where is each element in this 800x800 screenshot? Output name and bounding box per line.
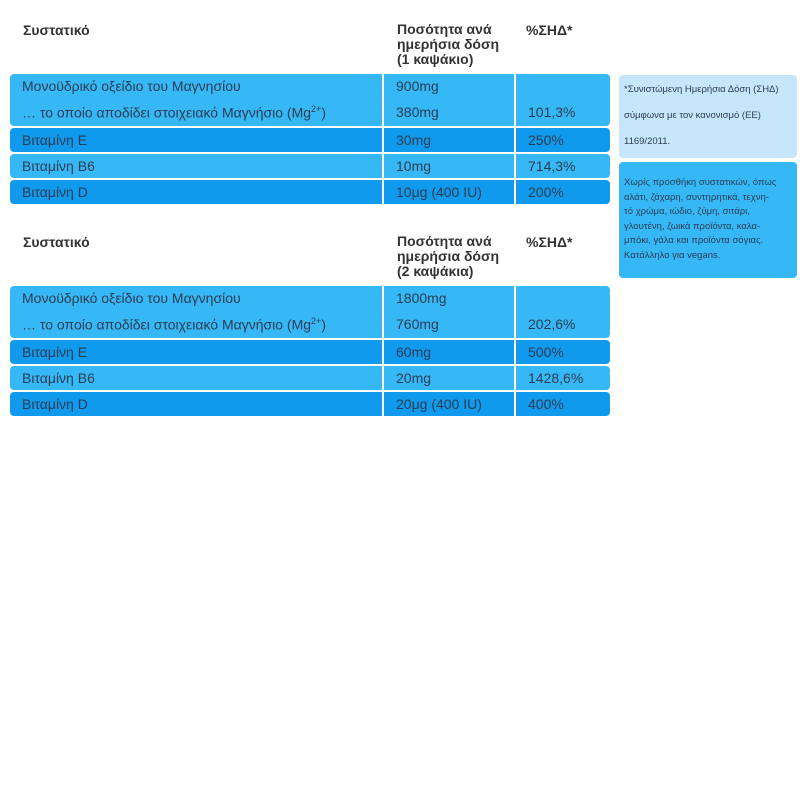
ingredient-rda: 400% — [528, 396, 564, 412]
ingredient-name: Μονοϋδρικό οξείδιο του Μαγνησίου — [22, 78, 241, 94]
ingredient-amount: 10μg (400 IU) — [396, 184, 482, 200]
ingredient-amount: 20mg — [396, 370, 432, 386]
ingredient-rda: 250% — [528, 132, 564, 148]
table-row-magnesium — [10, 286, 610, 338]
table-row-magnesium — [10, 74, 610, 126]
table-header — [10, 228, 610, 286]
ingredient-amount: 60mg — [396, 344, 432, 360]
ingredient-rda: 500% — [528, 344, 564, 360]
header-amount: Ποσότητα ανά ημερήσια δόση (1 καψάκιο) — [397, 21, 500, 67]
free-from-text: Χωρίς προσθήκη συστατικών, όπως αλάτι, ζάχαρη, συντηρητικά, τεχνη- τό χρώμα, ιώδιο, ζύμη, σιτάρι, γλουτένη, ζωικά προϊόντα, καλα- μπόκι, γάλα και προϊόντα σόγιας. Κατάλληλο για vegans. — [624, 177, 777, 261]
ingredient-name: Βιταμίνη Ε — [22, 344, 88, 360]
ingredient-name: Μονοϋδρικό οξείδιο του Μαγνησίου — [22, 290, 241, 306]
header-ingredient: Συστατικό — [23, 234, 90, 250]
ingredient-sub-amount: 380mg — [396, 104, 439, 120]
ingredient-amount: 900mg — [396, 78, 439, 94]
ingredient-sub-rda: 202,6% — [528, 316, 576, 332]
ingredient-sub-amount: 760mg — [396, 316, 439, 332]
ingredient-amount: 30mg — [396, 132, 432, 148]
ingredient-name: Βιταμίνη Β6 — [22, 370, 95, 386]
table-row-vitamin-d — [10, 180, 610, 204]
rda-footnote-line: *Συνιστώμενη Ημερήσια Δόση (ΣΗΔ) — [624, 84, 779, 95]
ingredient-name: Βιταμίνη Ε — [22, 132, 88, 148]
nutrition-table-2-capsules — [10, 228, 610, 418]
ingredient-rda: 714,3% — [528, 158, 576, 174]
ingredient-sub-rda: 101,3% — [528, 104, 576, 120]
header-ingredient: Συστατικό — [23, 22, 90, 38]
ingredient-rda: 200% — [528, 184, 564, 200]
ingredient-name: Βιταμίνη D — [22, 184, 88, 200]
ingredient-amount: 1800mg — [396, 290, 447, 306]
table-row-vitamin-b6 — [10, 366, 610, 390]
ingredient-name: Βιταμίνη D — [22, 396, 88, 412]
header-rda: %ΣΗΔ* — [526, 234, 573, 250]
ingredient-sub-name: … το οποίο αποδίδει στοιχειακό Μαγνήσιο $(Mg^{2+})$ — [22, 104, 326, 121]
ingredient-name: Βιταμίνη Β6 — [22, 158, 95, 174]
header-amount: Ποσότητα ανά ημερήσια δόση (2 καψάκια) — [397, 233, 500, 279]
rda-footnote-line: σύμφωνα με τον κανονισμό (ΕΕ) — [624, 110, 761, 121]
table-header — [10, 16, 610, 74]
rda-footnote-box — [619, 75, 797, 158]
table-row-vitamin-e — [10, 340, 610, 364]
ingredient-rda: 1428,6% — [528, 370, 584, 386]
header-rda: %ΣΗΔ* — [526, 22, 573, 38]
ingredient-sub-name: … το οποίο αποδίδει στοιχειακό Μαγνήσιο $(Mg^{2+})$ — [22, 316, 326, 333]
ingredient-amount: 10mg — [396, 158, 432, 174]
rda-footnote-line: 1169/2011. — [624, 136, 671, 147]
free-from-note-box — [619, 162, 797, 278]
ingredient-amount: 20μg (400 IU) — [396, 396, 482, 412]
table-row-vitamin-d — [10, 392, 610, 416]
table-row-vitamin-e — [10, 128, 610, 152]
table-row-vitamin-b6 — [10, 154, 610, 178]
nutrition-table-1-capsule — [10, 16, 610, 206]
